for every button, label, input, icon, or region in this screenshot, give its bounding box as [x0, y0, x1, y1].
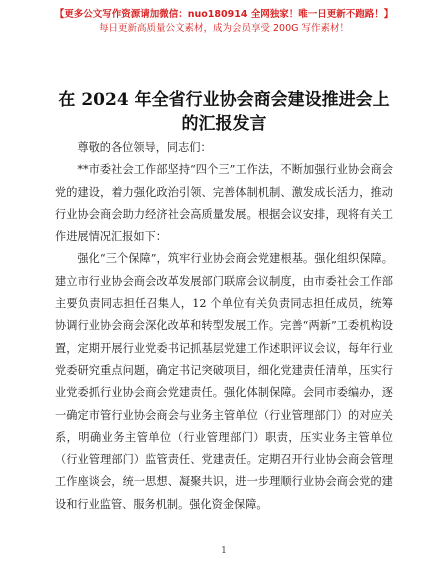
salutation: 尊敬的各位领导，同志们：	[77, 141, 212, 154]
paragraph-intro: **市委社会工作部坚持“四个三”工作法，不断加强行业协会商会党的建设，着力强化政治引领、完善体制机制、激发成长活力，推动行业协会商会助力经济社会高质量发展。根据会议安排，现将有关工作进展情况汇报如下：	[55, 163, 393, 244]
paragraph-body: 强化“三个保障”，筑牢行业协会商会党建根基。强化组织保障。建立市行业协会商会改革发展部门联席会议制度，由市委社会工作部主要负责同志担任召集人，12 个单位有关负责同志担任成员，统筹协调行业协会商会深化改革和转型发展工作。完善“两新”工委机构设置，定期开展行业党委书记抓基层党建工作述职评议会议，每年行业党委研究重点问题，确定书记突破项目，细化党建责任清单，压实行业党委抓行业协会商会党建责任。强化体制保障。会同市委编办，逐一确定市管行业协会商会与业务主管单位（行业管理部门）的对应关系，明确业务主管单位（行业管理部门）职责，压实业务主管单位（行业管理部门）监管责任、党建责任。定期召开行业协会商会管理工作座谈会，统一思想、凝聚共识，进一步理顺行业协会商会党的建设和行业监管、服务机制。强化资金保障。	[55, 252, 393, 511]
promo-banner-line2: 每日更新高质量公文素材，成为会员享受 200G 写作素材！	[98, 23, 350, 34]
document-title: 在 2024 年全省行业协会商会建设推进会上的汇报发言	[58, 90, 390, 134]
promo-banner-line1: 【更多公文写作资源请加微信：nuo180914 全网独家！唯一日更新不跑路！】	[54, 9, 394, 20]
promo-banner	[0, 8, 448, 36]
page-number: 1	[221, 546, 227, 556]
document-body	[55, 137, 393, 516]
